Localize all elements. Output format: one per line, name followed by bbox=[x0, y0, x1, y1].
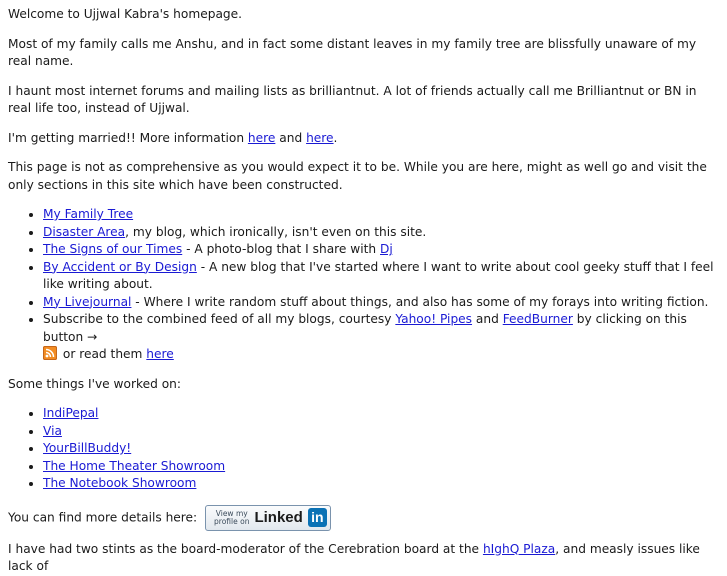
family-tree-link[interactable]: My Family Tree bbox=[43, 207, 134, 221]
highq-plaza-link[interactable]: hIghQ Plaza bbox=[482, 541, 556, 556]
badge-caption bbox=[214, 510, 249, 526]
via-link[interactable]: Via bbox=[43, 423, 62, 438]
yourbillbuddy-link[interactable]: YourBillBuddy! bbox=[43, 441, 132, 455]
married-and: and bbox=[279, 130, 303, 145]
details-text: You can find more details here: bbox=[8, 510, 198, 524]
badge-line-1: View my bbox=[215, 508, 248, 518]
livejournal-text: - Where I write random stuff about things, and also has some of my forays into writing fiction. bbox=[131, 294, 709, 309]
signs-text: - A photo-blog that I share with bbox=[182, 242, 381, 256]
sections-intro: This page is not as comprehensive as you would expect it to be. While you are here, might as well go and visit the only sections in this site which have been constructed. bbox=[8, 160, 707, 192]
list-item bbox=[43, 206, 719, 224]
list-item bbox=[43, 259, 719, 294]
linkedin-in-icon: in bbox=[308, 508, 327, 527]
details-row bbox=[8, 505, 719, 531]
married-paragraph bbox=[8, 130, 719, 148]
dj-link[interactable]: Dj bbox=[380, 242, 393, 256]
sections-list bbox=[8, 206, 719, 364]
married-text: I'm getting married!! More information bbox=[8, 130, 245, 145]
subscribe-text: Subscribe to the combined feed of all my blogs, courtesy bbox=[43, 312, 396, 326]
married-link-2[interactable]: here bbox=[306, 130, 334, 145]
list-item bbox=[43, 475, 719, 493]
accident-text: - A new blog that I've started where I want to write about cool geeky stuff that I feel like writing about. bbox=[43, 259, 714, 291]
married-link-1[interactable]: here bbox=[247, 130, 276, 145]
list-item bbox=[43, 423, 719, 441]
disaster-area-text: , my blog, which ironically, isn't even on this site. bbox=[125, 224, 427, 239]
notebook-link[interactable]: The Notebook Showroom bbox=[43, 476, 197, 490]
list-item bbox=[43, 294, 719, 312]
family-text: Most of my family calls me Anshu, and in fact some distant leaves in my family tree are blissfully unaware of my real name. bbox=[8, 36, 697, 68]
list-item bbox=[43, 224, 719, 242]
feedburner-link[interactable]: FeedBurner bbox=[502, 312, 573, 326]
list-item bbox=[43, 241, 719, 259]
badge-line-2: profile on bbox=[214, 516, 250, 526]
worked-on-list bbox=[8, 405, 719, 493]
list-item bbox=[43, 311, 719, 364]
accident-link[interactable]: By Accident or By Design bbox=[43, 259, 197, 274]
subscribe-and: and bbox=[472, 312, 503, 326]
rss-feed-icon[interactable] bbox=[43, 346, 57, 360]
moderator-paragraph bbox=[8, 541, 719, 576]
disaster-area-link[interactable]: Disaster Area bbox=[43, 224, 126, 239]
list-item bbox=[43, 405, 719, 423]
moderator-text-2: , and measly issues like lack of bbox=[8, 541, 700, 573]
married-end: . bbox=[333, 130, 338, 145]
list-item bbox=[43, 440, 719, 458]
subscribe-text-2: by clicking on this button → bbox=[43, 312, 687, 344]
linkedin-profile-button[interactable] bbox=[205, 505, 331, 531]
feeds-here-link[interactable]: here bbox=[146, 347, 174, 361]
yahoo-pipes-link[interactable]: Yahoo! Pipes bbox=[395, 312, 473, 326]
forums-text: I haunt most internet forums and mailing lists as brilliantnut. A lot of friends actually call me Brilliantnut or BN in real life too, instead of Ujjwal. bbox=[8, 83, 697, 115]
signs-link[interactable]: The Signs of our Times bbox=[43, 242, 183, 256]
subscribe-text-3: or read them bbox=[59, 347, 147, 361]
worked-on-heading: Some things I've worked on: bbox=[8, 376, 181, 391]
linkedin-wordmark: Linked bbox=[254, 508, 303, 526]
home-theater-link[interactable]: The Home Theater Showroom bbox=[43, 458, 226, 473]
welcome-text: Welcome to Ujjwal Kabra's homepage. bbox=[8, 7, 243, 21]
livejournal-link[interactable]: My Livejournal bbox=[43, 294, 132, 309]
list-item bbox=[43, 458, 719, 476]
moderator-text: I have had two stints as the board-moderator of the Cerebration board at the bbox=[8, 541, 483, 556]
indipepal-link[interactable]: IndiPepal bbox=[43, 406, 99, 420]
